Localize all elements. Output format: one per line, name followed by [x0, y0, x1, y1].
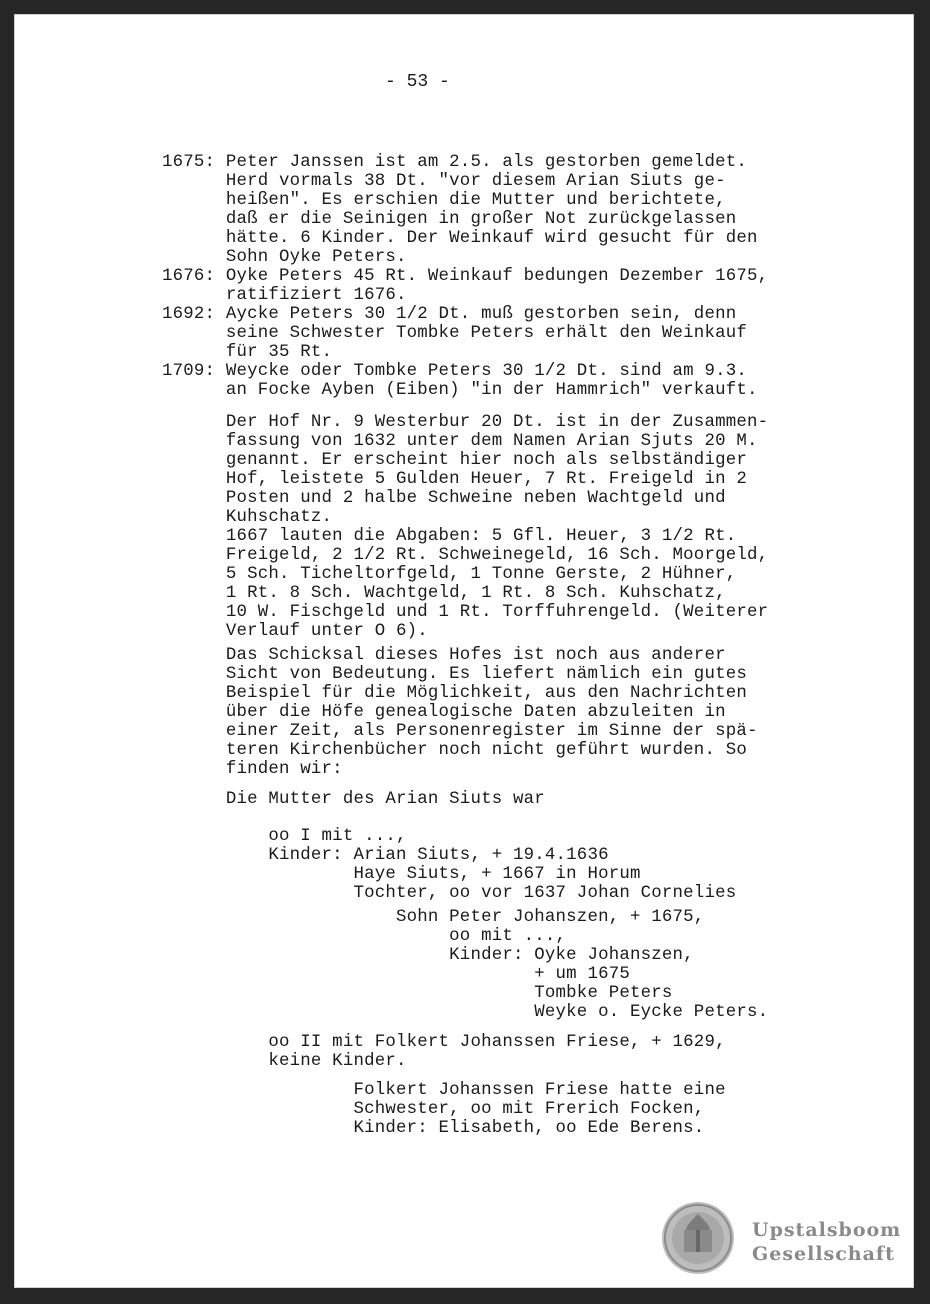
genealogy-line: Weyke o. Eycke Peters.: [162, 1003, 769, 1022]
genealogy-line: oo II mit Folkert Johanssen Friese, + 1629,: [162, 1033, 726, 1052]
text-line: 10 W. Fischgeld und 1 Rt. Torffuhrengeld. (Weiterer: [162, 603, 769, 622]
text-line: Freigeld, 2 1/2 Rt. Schweinegeld, 16 Sch. Moorgeld,: [162, 546, 769, 565]
text-line: Beispiel für die Möglichkeit, aus den Nachrichten: [162, 684, 747, 703]
text-line: Die Mutter des Arian Siuts war: [162, 790, 545, 809]
text-line: genannt. Er erscheint hier noch als selbständiger: [162, 451, 747, 470]
genealogy-line: + um 1675: [162, 965, 630, 984]
genealogy-line: Haye Siuts, + 1667 in Horum: [162, 865, 641, 884]
text-line: 1 Rt. 8 Sch. Wachtgeld, 1 Rt. 8 Sch. Kuhschatz,: [162, 584, 726, 603]
genealogy-line: keine Kinder.: [162, 1052, 407, 1071]
text-line: finden wir:: [162, 760, 343, 779]
brand-line-1: Upstalsboom: [752, 1219, 902, 1241]
society-seal-icon: [660, 1200, 736, 1276]
genealogy-line: Folkert Johanssen Friese hatte eine: [162, 1081, 726, 1100]
text-line: Posten und 2 halbe Schweine neben Wachtgeld und: [162, 489, 726, 508]
genealogy-line: oo I mit ...,: [162, 827, 407, 846]
text-line: einer Zeit, als Personenregister im Sinne der spä-: [162, 722, 758, 741]
text-line: Das Schicksal dieses Hofes ist noch aus anderer: [162, 646, 726, 665]
brand-name: [752, 1218, 901, 1266]
text-line: heißen". Es erschien die Mutter und berichtete,: [162, 191, 726, 210]
text-line: 1709: Weycke oder Tombke Peters 30 1/2 Dt. sind am 9.3.: [162, 362, 747, 381]
text-line: 1675: Peter Janssen ist am 2.5. als gestorben gemeldet.: [162, 153, 747, 172]
text-line: seine Schwester Tombke Peters erhält den Weinkauf: [162, 324, 747, 343]
text-line: ratifiziert 1676.: [162, 286, 407, 305]
text-line: Sohn Oyke Peters.: [162, 248, 407, 267]
text-line: Kuhschatz.: [162, 508, 333, 527]
text-line: Verlauf unter O 6).: [162, 622, 428, 641]
text-line: 5 Sch. Ticheltorfgeld, 1 Tonne Gerste, 2 Hühner,: [162, 565, 737, 584]
text-line: 1692: Aycke Peters 30 1/2 Dt. muß gestorben sein, denn: [162, 305, 737, 324]
text-line: 1667 lauten die Abgaben: 5 Gfl. Heuer, 3 1/2 Rt.: [162, 527, 737, 546]
genealogy-line: Kinder: Arian Siuts, + 19.4.1636: [162, 846, 609, 865]
genealogy-line: Tombke Peters: [162, 984, 673, 1003]
text-line: fassung von 1632 unter dem Namen Arian Sjuts 20 M.: [162, 432, 758, 451]
text-line: Herd vormals 38 Dt. "vor diesem Arian Siuts ge-: [162, 172, 726, 191]
text-line: teren Kirchenbücher noch nicht geführt wurden. So: [162, 741, 747, 760]
text-line: Der Hof Nr. 9 Westerbur 20 Dt. ist in der Zusammen-: [162, 413, 769, 432]
text-line: für 35 Rt.: [162, 343, 333, 362]
genealogy-line: Sohn Peter Johanszen, + 1675,: [162, 908, 705, 927]
text-line: an Focke Ayben (Eiben) "in der Hammrich" verkauft.: [162, 381, 758, 400]
genealogy-line: oo mit ...,: [162, 927, 567, 946]
genealogy-line: Tochter, oo vor 1637 Johan Cornelies: [162, 884, 737, 903]
text-line: 1676: Oyke Peters 45 Rt. Weinkauf bedungen Dezember 1675,: [162, 267, 769, 286]
text-line: Hof, leistete 5 Gulden Heuer, 7 Rt. Freigeld in 2: [162, 470, 747, 489]
page-number: - 53 -: [385, 72, 450, 92]
genealogy-line: Kinder: Elisabeth, oo Ede Berens.: [162, 1119, 705, 1138]
text-line: hätte. 6 Kinder. Der Weinkauf wird gesucht für den: [162, 229, 758, 248]
text-line: über die Höfe genealogische Daten abzuleiten in: [162, 703, 726, 722]
genealogy-line: Schwester, oo mit Frerich Focken,: [162, 1100, 705, 1119]
text-line: daß er die Seinigen in großer Not zurückgelassen: [162, 210, 737, 229]
brand-line-2: Gesellschaft: [752, 1243, 895, 1265]
genealogy-line: Kinder: Oyke Johanszen,: [162, 946, 694, 965]
text-line: Sicht von Bedeutung. Es liefert nämlich ein gutes: [162, 665, 747, 684]
